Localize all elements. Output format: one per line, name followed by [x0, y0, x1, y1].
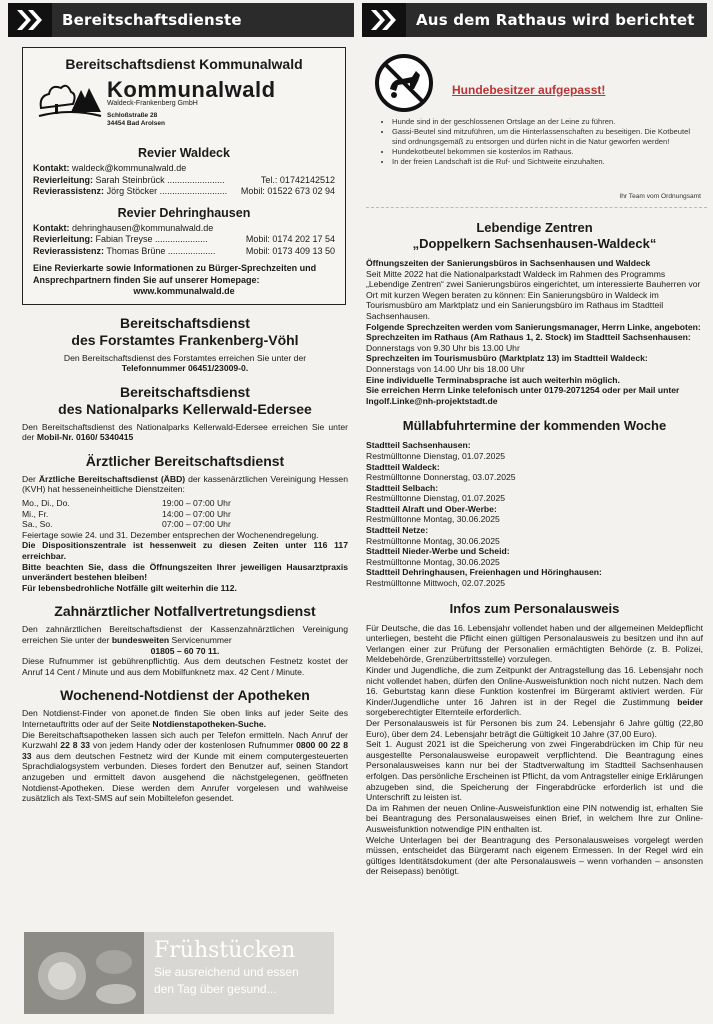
list-item: • Hundekotbeutel bekommen sie kostenlos im Rathaus. [392, 147, 692, 157]
pickup-date: Restmülltonne Mittwoch, 02.07.2025 [366, 578, 506, 589]
paragraph: Welche Unterlagen bei der Beantragung des Personalausweises vorgelegt werden müssen, entscheidet das Bürgeramt nach eigenem Ermessen. In der Regel wird ein gültiges Identitätsdokument (der alte Personalausweis – wenn vorhanden – ansonsten der Reisepass) benötigt. [366, 834, 703, 877]
zahnarzt-costs: Diese Rufnummer ist gebührenpflichtig. Aus dem deutschen Festnetz kostet der Anruf 14 Cent / Minute und aus dem Mobilfunknetz max. 42 Cent / Minute. [22, 656, 348, 677]
forstamt-text: Den Bereitschaftsdienst des Forstamtes erreichen Sie unter der [63, 352, 307, 363]
mobile-number: Mobil-Nr. 0160/ 5340415 [36, 432, 134, 443]
ausweis-section [362, 601, 707, 877]
fruehstueck-ad [24, 932, 334, 1014]
paragraph: Da im Rahmen der neuen Online-Ausweisfunktion eine PIN notwendig ist, erhalten Sie bei Beantragung des Personalausweises einen Brief, in welchem Ihre zur Online-Ausweisfunktion notwendige PIN enthalten ist. [366, 802, 703, 834]
text: Eine individuelle Terminabsprache ist auch weiterhin möglich. [366, 374, 620, 385]
kommunalwald-box [22, 47, 346, 305]
text: Der [22, 473, 39, 484]
section-title: Aus dem Rathaus wird berichtet [416, 11, 695, 29]
district: Stadtteil Nieder-Werbe und Scheid: [366, 546, 510, 557]
text: beider [677, 696, 703, 707]
text: Den zahnärztlichen Bereitschaftsdienst der Kassenzahnärztlichen Vereinigung erreichen Sie unter der [22, 624, 348, 645]
hundebesitzer-notice [366, 47, 707, 208]
text: von jedem Handy oder der kostenlosen Rufnummer [90, 740, 297, 751]
kommunalwald-heading: Bereitschaftsdienst Kommunalwald [65, 56, 303, 72]
label: Kontakt: [33, 222, 70, 233]
district: Stadtteil Alraft und Ober-Werbe: [366, 503, 497, 514]
logo-name: Kommunalwald [107, 77, 276, 102]
email-link[interactable]: Ingolf.Linke@nh-projektstadt.de [366, 395, 498, 406]
text: Den Notdienst-Finder von aponet.de finden Sie oben links auf jeder Seite des Internetauftritts oder auf der Seite [22, 708, 348, 729]
pickup-date: Restmülltonne Montag, 30.06.2025 [366, 514, 500, 525]
pickup-date: Restmülltonne Donnerstag, 03.07.2025 [366, 472, 516, 483]
arzt-bold-1: Die Dispositionszentrale ist hessenweit zu diesen Zeiten unter 116 117 erreichbar. [22, 540, 348, 562]
list-item: • Hunde sind in der geschlossenen Ortslage an der Leine zu führen. [392, 117, 692, 127]
nationalpark-section [22, 384, 348, 443]
person-name: Thomas Brüne ................... [106, 245, 216, 256]
logo-subtitle: Waldeck-Frankenberg GmbH [107, 100, 198, 107]
pickup-date: Restmülltonne Montag, 30.06.2025 [366, 535, 500, 546]
hours: 07:00 – 07:00 Uhr [162, 519, 231, 530]
text: bundesweiten [111, 635, 170, 645]
hours: 14:00 – 07:00 Uhr [162, 508, 231, 519]
text: Donnerstags von 14.00 Uhr bis 18.00 Uhr [366, 363, 525, 374]
paragraph: Seit 1. August 2021 ist die Speicherung von zwei Fingerabdrücken im Chip für neu ausgestellte Personalausweise europaweit verpflichtend. Die Beantragung eines Personalausweises kann nur bei der Stadtverwaltung im Stadtteil Sachsenhausen erfolgen. Das persönliche Erscheinen ist Pflicht, da vom Antragsteller einige Erklärungen abzugeben sind, die Speicherung der Fingerabdrücke erforderlich ist und die Unterschrift zu leisten ist. [366, 739, 703, 803]
heading-line: Bereitschaftsdienst [120, 314, 250, 331]
text: Kinder und Jugendliche, die zum Zeitpunkt der Antragstellung das 16. Lebensjahr noch nicht vollendet haben, dürfen den Online-Ausweisfunktion noch nicht nutzen. Nach dem 16. Geburtstag kann diese Funktion kostenfrei im Bürgeramt aktiviert werden. Für Kinder/Jugendliche unter 16 Jahren ist in der Regel die Zustimmung [366, 665, 703, 707]
district: Stadtteil Waldeck: [366, 461, 440, 472]
tree-logo-icon [37, 78, 103, 122]
time-row [22, 498, 348, 509]
forstamt-phone: Telefonnummer 06451/23009-0. [121, 363, 249, 374]
hund-title: Hundebesitzer aufgepasst! [452, 83, 606, 97]
nationalpark-text [22, 422, 348, 443]
phone-number: Tel.: 01742142512 [260, 174, 335, 185]
arzt-section [22, 453, 348, 594]
revier-waldeck-title: Revier Waldeck [138, 146, 230, 160]
text: Servicenummer [169, 635, 232, 645]
zentren-section [362, 220, 707, 406]
kommunalwald-info [33, 263, 335, 298]
pickup-date: Restmülltonne Montag, 30.06.2025 [366, 556, 500, 567]
forstamt-heading [22, 315, 348, 349]
text: Sie unter der [22, 421, 348, 443]
heading-line: „Doppelkern Sachsenhausen-Waldeck“ [412, 236, 657, 251]
double-chevron-icon [8, 3, 52, 37]
text: sorgeberechtigter Elternteile erforderlich. [366, 707, 522, 718]
text: Seit Mitte 2022 hat die Nationalparkstadt Waldeck im Rahmen des Programms „Lebendige Zentren“ zwei Sanierungsbüros eingerichtet, um interessierte Bauherren vor Ort mit kurzen Wegen beraten zu können: Ein Sanierungsbüro in Waldeck im Tourismusbüro am Marktplatz und ein Sanierungsbüro im Rathaus im Stadtteil Sachsenhausen. [366, 268, 701, 321]
label: Kontakt: [33, 163, 70, 173]
arzt-intro [22, 474, 348, 495]
text: Die Bereitschaftsapotheken lassen sich auch per Telefon ermitteln. Nach Anruf der Kurzwahl [22, 729, 348, 751]
text: Sprechzeiten im Rathaus (Am Rathaus 1, 2. Stock) im Stadtteil Sachsenhausen: [366, 332, 691, 343]
section-header-bereitschaftsdienste [8, 3, 354, 37]
text: der kassenärztlichen Vereinigung Hessen (KVH) hat hesseneinheitliche Dienstzeiten: [22, 473, 348, 495]
text: Den Bereitschaftsdienst des Nationalparks Kellerwald-Edersee erreichen [22, 421, 308, 432]
label: Revierleitung: [33, 174, 94, 185]
zahnarzt-number: 01805 – 60 70 11. [150, 645, 220, 656]
list-item: • Gassi-Beutel sind mitzuführen, um die Hinterlassenschaften zu beseitigen. Die Kotbeutel sind ordnungsgemäß zu entsorgen und dürfen nicht in die Natur geworfen werden! [392, 127, 692, 147]
arzt-times [22, 498, 348, 530]
no-dog-fouling-icon [374, 53, 434, 113]
info-line: Eine Revierkarte sowie Informationen zu Bürger-Sprechzeiten und [33, 263, 317, 273]
district: Stadtteil Selbach: [366, 482, 439, 493]
paragraph [366, 665, 703, 718]
arzt-heading: Ärztlicher Bereitschaftsdienst [85, 452, 285, 469]
paragraph: Der Personalausweis ist für Personen bis zum 24. Lebensjahr 6 Jahre gültig (22,80 Euro), über dem 24. Lebensjahr beträgt die Gültigkeit 10 Jahre (37,00 Euro). [366, 717, 703, 739]
apotheke-heading: Wochenend-Notdienst der Apotheken [60, 687, 310, 704]
list-item: • In der freien Landschaft ist die Ruf- und Sichtweite einzuhalten. [392, 157, 692, 167]
pickup-date: Restmülltonne Dienstag, 01.07.2025 [366, 493, 506, 504]
person-name: Fabian Treyse ..................... [95, 234, 208, 244]
kommunalwald-logo [37, 78, 335, 138]
text: Öffnungszeiten der Sanierungsbüros in Sachsenhausen und Waldeck [366, 258, 651, 268]
hours: 19:00 – 07:00 Uhr [162, 498, 231, 509]
homepage-link[interactable]: www.kommunalwald.de [133, 286, 235, 296]
text: 22 8 33 [60, 740, 91, 751]
zahnarzt-heading: Zahnärztlicher Notfallvertretungsdienst [54, 603, 316, 620]
section-title: Bereitschaftsdienste [62, 11, 242, 29]
text: Donnerstags von 9.30 Uhr bis 13.00 Uhr [366, 342, 520, 353]
text: 0800 00 22 8 33 [22, 740, 348, 761]
label: Revierassistenz: [33, 245, 105, 256]
pickup-date: Restmülltonne Dienstag, 01.07.2025 [366, 450, 506, 461]
zentren-heading [362, 220, 707, 252]
ad-line-2: den Tag über gesund... [154, 982, 277, 996]
address-street: Schloßstraße 28 [107, 112, 158, 119]
person-name: Sarah Steinbrück ....................... [95, 174, 225, 185]
zahnarzt-section [22, 603, 348, 677]
hund-signature: Ihr Team vom Ordnungsamt [619, 193, 701, 200]
left-column [8, 0, 354, 804]
person-name: Jörg Stöcker ........................... [106, 186, 228, 196]
text: Sprechzeiten im Tourismusbüro (Marktplatz 13) im Stadtteil Waldeck: [366, 353, 648, 364]
double-chevron-icon [362, 3, 406, 37]
district: Stadtteil Dehringhausen, Freienhagen und Höringhausen: [366, 567, 602, 578]
phone-number: Mobil: 01522 673 02 94 [240, 186, 335, 196]
label: Revierassistenz: [33, 186, 105, 196]
time-row [22, 519, 348, 530]
text: Ärztliche Bereitschaftsdienst (ÄBD) [38, 473, 186, 484]
info-line: Ansprechpartnern finden Sie auf unserer Homepage: [33, 274, 260, 285]
text: aus dem deutschen Festnetz wird der Kunde mit einem computergesteuerten Sprachdialogsystem verbunden. Dieses fordert den Benutzer auf, seinen Standort anzugeben und ermittelt davon ausgehend die nächstgelegenen, geöffneten Notdienst-Apotheken. Diese werden dem Anrufer vorgelesen und wahlweise zusätzlich als Text-SMS auf sein Mobiltelefon gesendet. [22, 750, 348, 804]
ausweis-heading: Infos zum Personalausweis [449, 600, 620, 616]
days: Mo., Di., Do. [22, 498, 70, 509]
text: Notdienstapotheken-Suche. [152, 718, 267, 729]
text: Sie erreichen Herrn Linke telefonisch unter 0179-2071254 oder per Mail unter [366, 385, 680, 396]
apotheke-section [22, 687, 348, 803]
zahnarzt-text [22, 624, 348, 645]
arzt-bold-3: Für lebensbedrohliche Notfälle gilt weiterhin die 112. [22, 582, 237, 593]
muell-heading: Müllabfuhrtermine der kommenden Woche [402, 418, 667, 434]
apotheke-text-2 [22, 730, 348, 804]
text: Folgende Sprechzeiten werden vom Sanierungsmanager, Herrn Linke, angeboten: [366, 321, 701, 332]
district: Stadtteil Sachsenhausen: [366, 440, 471, 451]
heading-line: des Forstamtes Frankenberg-Vöhl [71, 331, 299, 348]
arzt-bold-2: Bitte beachten Sie, dass die Öffnungszeiten Ihrer jeweiligen Hausarztpraxis unverändert bestehen bleiben! [22, 561, 348, 583]
days: Mi., Fr. [22, 508, 49, 519]
email-link[interactable]: dehringhausen@kommunalwald.de [72, 222, 214, 233]
apotheke-text-1 [22, 708, 348, 729]
right-column [362, 0, 707, 877]
breakfast-image [24, 932, 144, 1014]
heading-line: des Nationalparks Kellerwald-Edersee [58, 400, 312, 417]
time-row [22, 509, 348, 520]
ad-title: Frühstücken [154, 938, 296, 963]
heading-line: Bereitschaftsdienst [120, 383, 250, 400]
label: Revierleitung: [33, 234, 94, 244]
heading-line: Lebendige Zentren [476, 220, 593, 235]
forstamt-section [22, 315, 348, 374]
phone-number: Mobil: 0174 202 17 54 [245, 234, 335, 244]
email-link[interactable]: waldeck@kommunalwald.de [72, 163, 187, 173]
district: Stadtteil Netze: [366, 525, 429, 536]
hund-rules [380, 117, 692, 167]
revier-dehringhausen-title: Revier Dehringhausen [117, 205, 251, 220]
nationalpark-heading [22, 384, 348, 418]
muell-section [362, 418, 707, 588]
address-city: 34454 Bad Arolsen [107, 120, 165, 127]
phone-number: Mobil: 0173 409 13 50 [245, 245, 335, 256]
section-header-rathaus [362, 3, 707, 37]
arzt-holiday: Feiertage sowie 24. und 31. Dezember entsprechen der Wochenendregelung. [22, 529, 319, 540]
days: Sa., So. [22, 519, 53, 530]
paragraph: Für Deutsche, die das 16. Lebensjahr vollendet haben und der allgemeinen Meldepflicht unterliegen, besteht die Pflicht einen gültigen Personalausweis zu besitzen und ihn auf Verlangen einer zur Prüfung der Personalien ermächtigten Behörde (z. B. Polizei, Meldebehörde, Grenzübertrittsstelle) vorzulegen. [366, 622, 703, 665]
ad-line-1: Sie ausreichend und essen [154, 965, 299, 979]
